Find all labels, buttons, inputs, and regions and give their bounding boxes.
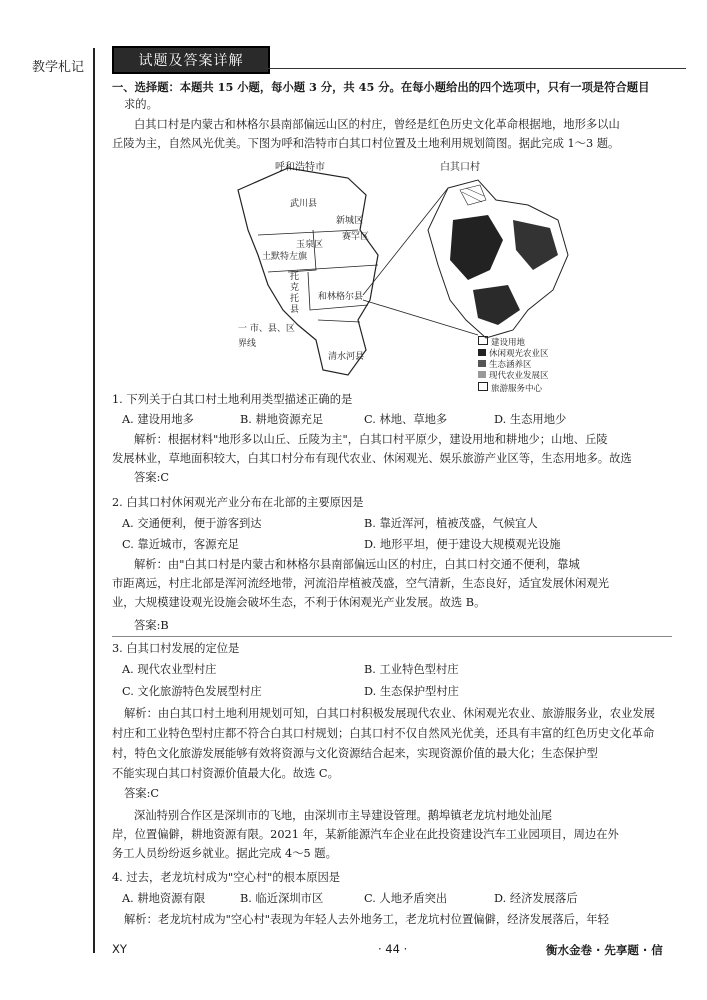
q2-explanation-2: 市距离远，村庄北部是浑河流经地带，河流沿岸植被茂盛，空气清新，生态良好，适宜发展休闲观光 [112,577,610,590]
footer-left-mark: XY [112,942,127,956]
q2-stem: 2. 白其口村休闲观光产业分布在北部的主要原因是 [112,496,364,509]
q2-answer: 答案:B [134,619,169,632]
side-notes-label: 教学札记 [32,60,85,75]
map-county-4: 玉泉区 [296,240,324,250]
map-county-5: 土默特左旗 [262,252,308,262]
page-number: · 44 · [378,942,408,956]
map-county-1: 武川县 [290,199,318,209]
legend-item: 生态涵养区 [478,360,549,371]
q2-option-a: A. 交通便利，便于游客到达 [122,517,262,530]
q1-explanation-1: 解析：根据材料"地形多以山丘、丘陵为主"，白其口村平原少，建设用地和耕地少；山地、丘陵 [134,433,608,446]
q3-option-a: A. 现代农业型村庄 [122,663,217,676]
q3-stem: 3. 白其口村发展的定位是 [112,642,240,655]
q4-option-a: A. 耕地资源有限 [122,892,206,905]
section-title: 一、选择题：本题共 15 小题，每小题 3 分，共 45 分。在每小题给出的四个选项中，只有一项是符合题目 [112,80,650,94]
q1-explanation-2: 发展林业，草地面积较大，白其口村分布有现代农业、休闲观光、娱乐旅游产业区等，生态用地多。故选 [112,452,632,465]
q2-explanation-3: 业，大规模建设观光设施会破坏生态，不利于休闲观光产业发展。故选 B。 [112,596,486,609]
q4-stem: 4. 过去，老龙坑村成为"空心村"的根本原因是 [112,871,341,884]
map-county-6: 托克托县 [290,272,300,315]
legend-item: 旅游服务中心 [478,382,549,395]
legend-item: 现代农业发展区 [478,371,549,382]
q3-explanation-2: 村庄和工业特色型村庄都不符合白其口村规划；白其口村不仅自然风光优美，还具有丰富的红色历史文化革命 [112,727,655,740]
intro-paragraph-line-1: 白其口村是内蒙古和林格尔县南部偏远山区的村庄，曾经是红色历史文化革命根据地，地形多以山 [134,118,620,131]
intro-paragraph-line-2: 丘陵为主，自然风光优美。下图为呼和浩特市白其口村位置及土地利用规划简图。据此完成 1～3 题。 [112,137,620,150]
q2-option-b: B. 靠近浑河，植被茂盛，气候宜人 [364,517,538,530]
margin-divider [93,48,95,953]
q1-option-a: A. 建设用地多 [122,413,194,426]
q2-option-d: D. 地形平坦，便于建设大规模观光设施 [364,538,561,551]
q3-option-c: C. 文化旅游特色发展型村庄 [122,685,262,698]
header-rule [266,68,686,69]
q1-stem: 1. 下列关于白其口村土地利用类型描述正确的是 [112,393,353,406]
q3-answer: 答案:C [124,787,160,800]
q1-option-b: B. 耕地资源充足 [240,413,324,426]
intro-4-5-line-3: 务工人员纷纷返乡就业。据此完成 4～5 题。 [112,847,337,860]
map-county-7: 和林格尔县 [318,292,364,302]
section-title-cont: 求的。 [124,98,158,111]
q3-explanation-4: 不能实现白其口村资源价值最大化。故选 C。 [112,767,339,780]
legend-item: 建设用地 [478,336,549,349]
map-legend-boundary: 一 市、县、区界线 [238,324,295,349]
q1-answer: 答案:C [134,471,170,484]
q4-explanation-1: 解析：老龙坑村成为"空心村"表现为年轻人去外地务工，老龙坑村位置偏僻，经济发展落后，年轻 [124,913,609,926]
q2-option-c: C. 靠近城市，客源充足 [122,538,240,551]
map-label-village: 白其口村 [440,162,480,173]
divider [112,636,672,637]
q4-option-b: B. 临近深圳市区 [240,892,324,905]
q3-option-b: B. 工业特色型村庄 [364,663,459,676]
section-header: 试题及答案详解 [112,46,270,74]
q3-option-d: D. 生态保护型村庄 [364,685,459,698]
q4-option-d: D. 经济发展落后 [494,892,578,905]
map-county-2: 新城区 [336,216,364,226]
q1-option-d: D. 生态用地少 [494,413,567,426]
q4-option-c: C. 人地矛盾突出 [364,892,448,905]
intro-4-5-line-1: 深汕特别合作区是深圳市的飞地，由深圳市主导建设管理。鹅埠镇老龙坑村地处汕尾 [134,809,552,822]
map-legend [478,336,549,395]
map-county-3: 赛罕区 [342,232,370,242]
footer-publisher: 衡水金卷 · 先享题 · 信 [546,943,663,957]
q2-explanation-1: 解析：由"白其口村是内蒙古和林格尔县南部偏远山区的村庄，白其口村交通不便利，靠城 [134,558,580,571]
q3-explanation-3: 村，特色文化旅游发展能够有效将资源与文化资源结合起来，实现资源价值的最大化；生态保护型 [112,747,598,760]
map-label-city: 呼和浩特市 [275,162,325,173]
legend-item: 休闲观光农业区 [478,349,549,360]
intro-4-5-line-2: 岸，位置偏僻，耕地资源有限。2021 年，某新能源汽车企业在此投资建设汽车工业园项目，周边在外 [112,828,619,841]
q3-explanation-1: 解析：由白其口村土地利用规划可知，白其口村积极发展现代农业、休闲观光农业、旅游服务业，农业发展 [124,707,655,720]
q1-option-c: C. 林地、草地多 [364,413,448,426]
map-county-8: 清水河县 [328,352,365,362]
